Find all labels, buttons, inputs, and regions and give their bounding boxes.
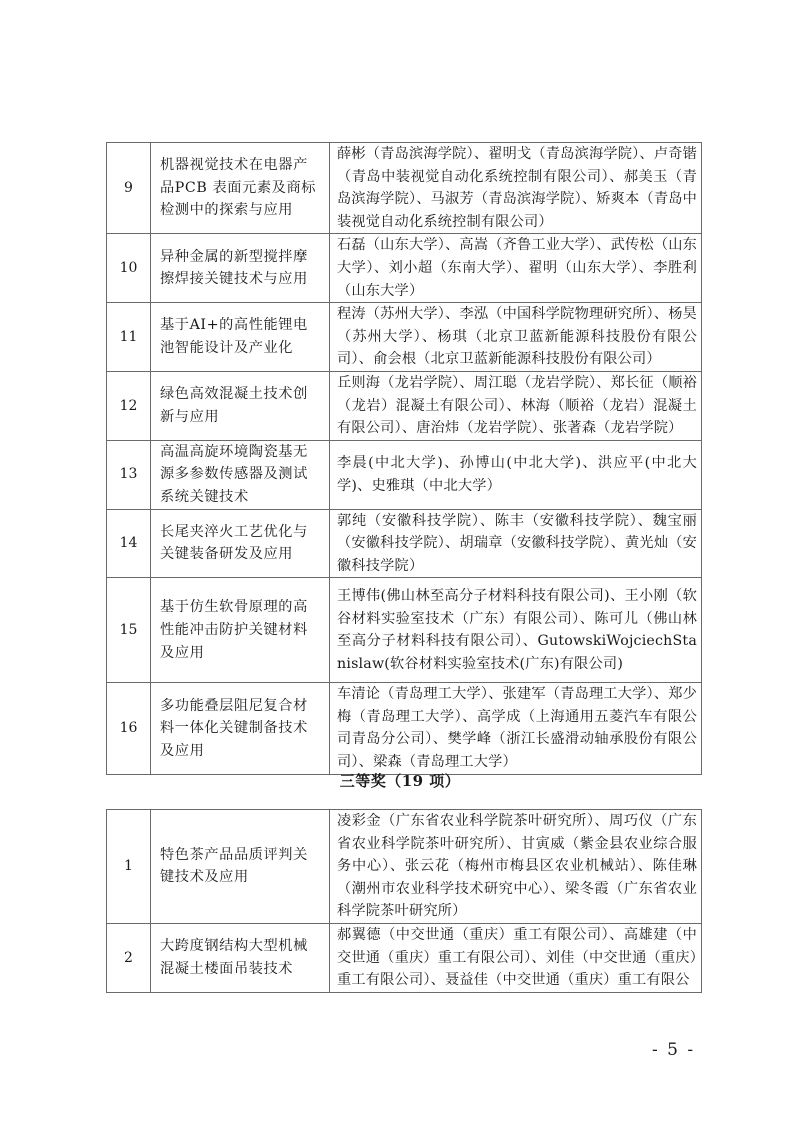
row-number: 11 bbox=[107, 303, 151, 372]
project-contributors: 车清论（青岛理工大学）、张建军（青岛理工大学）、郑少梅（青岛理工大学）、高学成（上海通用五菱汽车有限公司青岛分公司）、樊学峰（浙江长盛滑动轴承股份有限公司）、梁森（青岛理工大学） bbox=[330, 683, 702, 774]
project-contributors: 程涛（苏州大学）、李泓（中国科学院物理研究所）、杨昊（苏州大学）、杨琪（北京卫蓝新能源科技股份有限公司）、俞会根（北京卫蓝新能源科技股份有限公司） bbox=[330, 303, 702, 372]
row-number: 15 bbox=[107, 578, 151, 683]
project-contributors: 王博伟(佛山林至高分子材料科技有限公司)、王小刚（软谷材料实验室技术（广东）有限公司）、陈可儿（佛山林至高分子材料科技有限公司）、GutowskiWojciechStanislaw(软谷材料实验室技术(广东)有限公司) bbox=[330, 578, 702, 683]
project-title: 绿色高效混凝土技术创新与应用 bbox=[151, 371, 330, 440]
row-number: 13 bbox=[107, 440, 151, 509]
project-contributors: 李晨(中北大学)、孙博山(中北大学)、洪应平(中北大学)、史雅琪（中北大学） bbox=[330, 440, 702, 509]
project-title: 长尾夹淬火工艺优化与关键装备研发及应用 bbox=[151, 509, 330, 578]
table-row bbox=[107, 810, 702, 924]
project-contributors: 薛彬（青岛滨海学院）、翟明戈（青岛滨海学院）、卢奇锴（青岛中装视觉自动化系统控制有限公司）、郝美玉（青岛滨海学院）、马淑芳（青岛滨海学院）、矫爽本（青岛中装视觉自动化系统控制有限公司） bbox=[330, 143, 702, 234]
table-row bbox=[107, 143, 702, 234]
project-title: 大跨度钢结构大型机械混凝土楼面吊装技术 bbox=[151, 923, 330, 992]
table-row bbox=[107, 578, 702, 683]
row-number: 9 bbox=[107, 143, 151, 234]
table-row bbox=[107, 440, 702, 509]
project-title: 异种金属的新型搅拌摩擦焊接关键技术与应用 bbox=[151, 234, 330, 303]
row-number: 12 bbox=[107, 371, 151, 440]
row-number: 14 bbox=[107, 509, 151, 578]
third-prize-heading: 三等奖（19 项） bbox=[339, 772, 461, 790]
table-row bbox=[107, 683, 702, 774]
project-contributors: 郭纯（安徽科技学院）、陈丰（安徽科技学院）、魏宝丽（安徽科技学院）、胡瑞章（安徽科技学院）、黄光灿（安徽科技学院） bbox=[330, 509, 702, 578]
third-prize-table bbox=[106, 809, 702, 993]
row-number: 16 bbox=[107, 683, 151, 774]
project-title: 机器视觉技术在电器产品PCB 表面元素及商标检测中的探索与应用 bbox=[151, 143, 330, 234]
page-number: - 5 - bbox=[652, 1040, 696, 1060]
project-title: 多功能叠层阻尼复合材料一体化关键制备技术及应用 bbox=[151, 683, 330, 774]
row-number: 2 bbox=[107, 923, 151, 992]
project-title: 特色茶产品品质评判关键技术及应用 bbox=[151, 810, 330, 924]
table-row bbox=[107, 923, 702, 992]
third-prize-table-body bbox=[107, 810, 702, 993]
table-row bbox=[107, 234, 702, 303]
row-number: 1 bbox=[107, 810, 151, 924]
second-prize-table-body bbox=[107, 143, 702, 775]
project-contributors: 郝翼德（中交世通（重庆）重工有限公司）、高雄建（中交世通（重庆）重工有限公司）、刘佳（中交世通（重庆）重工有限公司）、聂益佳（中交世通（重庆）重工有限公 bbox=[330, 923, 702, 992]
project-contributors: 石磊（山东大学）、高嵩（齐鲁工业大学）、武传松（山东大学）、刘小超（东南大学）、翟明（山东大学）、李胜利（山东大学） bbox=[330, 234, 702, 303]
row-number: 10 bbox=[107, 234, 151, 303]
second-prize-table bbox=[106, 142, 702, 775]
project-contributors: 凌彩金（广东省农业科学院茶叶研究所）、周巧仪（广东省农业科学院茶叶研究所）、甘寅威（紫金县农业综合服务中心）、张云花（梅州市梅县区农业机械站）、陈佳琳（潮州市农业科学技术研究中心）、梁冬霞（广东省农业科学院茶叶研究所） bbox=[330, 810, 702, 924]
table-row bbox=[107, 509, 702, 578]
project-title: 高温高旋环境陶瓷基无源多参数传感器及测试系统关键技术 bbox=[151, 440, 330, 509]
table-row bbox=[107, 303, 702, 372]
project-title: 基于仿生软骨原理的高性能冲击防护关键材料及应用 bbox=[151, 578, 330, 683]
project-contributors: 丘则海（龙岩学院）、周江聪（龙岩学院）、郑长征（顺裕（龙岩）混凝土有限公司）、林海（顺裕（龙岩）混凝土有限公司）、唐治炜（龙岩学院）、张著森（龙岩学院） bbox=[330, 371, 702, 440]
table-row bbox=[107, 371, 702, 440]
project-title: 基于AI+的高性能锂电池智能设计及产业化 bbox=[151, 303, 330, 372]
